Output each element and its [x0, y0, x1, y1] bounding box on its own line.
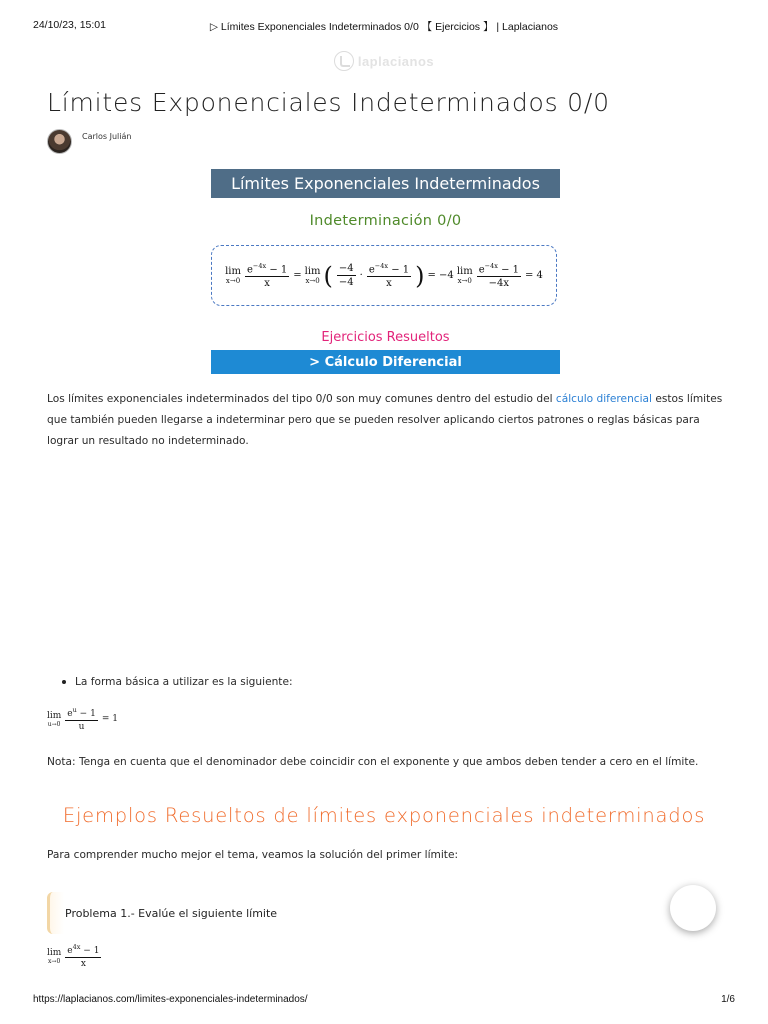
- hero-formula: lim x→0 $\frac{e^{-4x} - 1}{x}$ = lim x→0 ( −4 −4 · $e^{-4x} - 1$ x ) = −4 lim x→0 $\frac{e^{-4x} - 1}{-4x}$ = 4: [211, 245, 557, 306]
- floating-action-button[interactable]: [670, 885, 716, 931]
- avatar: [47, 129, 72, 154]
- site-logo[interactable]: [0, 48, 768, 74]
- basic-formula: lim u→0 $\frac{e^u - 1}{u}$ = 1: [47, 706, 118, 732]
- hero-calc-label: > Cálculo Diferencial: [211, 350, 560, 374]
- fraction: $e^{-4x} - 1$ x: [368, 261, 410, 290]
- problem-label: Problema 1.- Evalúe el siguiente límite: [65, 906, 278, 920]
- logo-text: laplacianos: [357, 53, 435, 69]
- print-datetime: 24/10/23, 15:01: [33, 19, 106, 31]
- fraction: −4 −4: [338, 263, 354, 288]
- list-item-text: La forma básica a utilizar es la siguiente:: [75, 676, 293, 688]
- problem-formula: lim x→0 $e^{4x} - 1$ x: [47, 943, 100, 969]
- examples-intro: Para comprender mucho mejor el tema, veamos la solución del primer límite:: [47, 849, 459, 861]
- print-url: https://laplacianos.com/limites-exponenciales-indeterminados/: [33, 994, 308, 1005]
- print-page-title: ▷ Límites Exponenciales Indeterminados 0/0 【 Ejercicios 】 | Laplacianos: [209, 21, 559, 33]
- list-item: [62, 676, 293, 688]
- page-title: Límites Exponenciales Indeterminados 0/0: [47, 88, 610, 117]
- hero-exercises-label: Ejercicios Resueltos: [321, 330, 450, 345]
- hero-banner: Límites Exponenciales Indeterminados: [211, 169, 560, 198]
- hero-subtitle: Indeterminación 0/0: [309, 213, 462, 229]
- fraction: $\frac{e^{-4x} - 1}{x}$: [246, 261, 288, 290]
- author-byline: [47, 129, 131, 154]
- fraction: $\frac{e^{-4x} - 1}{-4x}$: [478, 261, 519, 290]
- page-counter: 1/6: [721, 994, 735, 1005]
- calculo-diferencial-link[interactable]: cálculo diferencial: [555, 393, 652, 405]
- limit-operator: lim x→0: [225, 266, 241, 285]
- limit-operator: lim x→0: [304, 266, 321, 285]
- author-name[interactable]: Carlos Julián: [82, 132, 132, 141]
- laplacianos-logo-icon: [334, 51, 354, 71]
- examples-heading: Ejemplos Resueltos de límites exponenciales indeterminados: [62, 804, 706, 827]
- note-paragraph: Nota: Tenga en cuenta que el denominador debe coincidir con el exponente y que ambos deben tender a cero en el límite.: [47, 756, 699, 768]
- intro-paragraph: Los límites exponenciales indeterminados del tipo 0/0 son muy comunes dentro del estudio del cálculo diferencial estos límites que también pueden llegarse a indeterminar pero que se pueden resolver aplicando ciertos patrones o reglas básicas para lograr un resultado no indeterminado.: [47, 393, 723, 447]
- bullet-dot: [62, 680, 66, 684]
- problem-callout: [47, 892, 467, 934]
- limit-operator: lim x→0: [456, 266, 473, 285]
- hero-image: [211, 169, 560, 374]
- print-header: [33, 19, 735, 33]
